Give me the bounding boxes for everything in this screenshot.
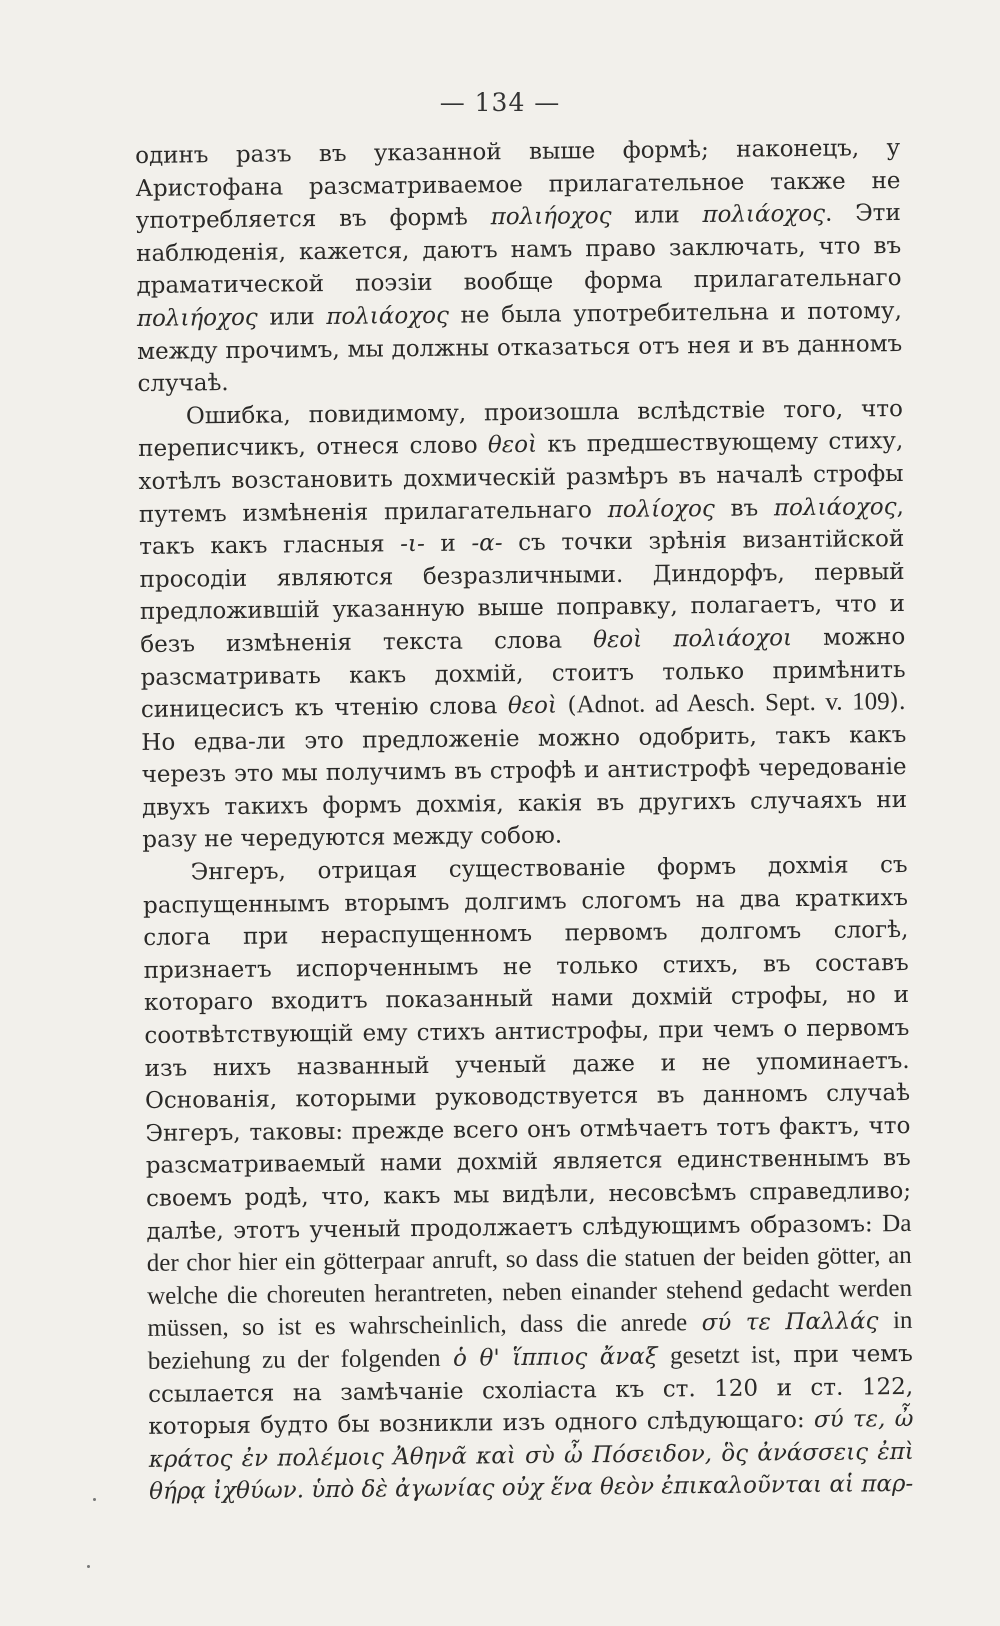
body-text-run	[657, 1343, 670, 1369]
paper-speck	[87, 1565, 90, 1568]
body-text-run: при чемъ ссылается на замѣчаніе схоліаста къ ст. 120 и ст. 122, которыя будто бы возникли изъ одного слѣдующаго:	[148, 1340, 914, 1441]
body-text-run: ). Но едва-ли это предложеніе можно одобрить, такъ какъ черезъ это мы получимъ въ строфѣ и антистрофѣ чередованіе двухъ такихъ формъ дохмія, какія въ другихъ случаяхъ ни разу не чередуются между собою.	[141, 689, 908, 854]
paragraph-1	[135, 132, 903, 401]
latin-text: gesetzt ist,	[669, 1341, 782, 1370]
paper-speck	[93, 1498, 96, 1501]
body-text-run: и	[424, 530, 472, 558]
paragraph-3	[143, 849, 915, 1509]
latin-text: Adnot. ad Aesch. Sept. v. 109	[576, 688, 890, 719]
greek-term: σύ τε Παλλάς	[701, 1308, 879, 1337]
body-text-run: или	[257, 303, 327, 331]
greek-term: πολιάοχος	[702, 200, 826, 229]
greek-term: πολιήοχος	[490, 203, 612, 231]
latin-text: in beziehung zu der folgenden	[147, 1307, 913, 1375]
greek-term: θεοὶ πολιάοχοι	[593, 625, 793, 654]
latin-text: Da der chor hier ein götterpaar anruft, so dass die statuen der beiden götter, an welche die choreuten herantreten, neben einander stehend gedacht werden müssen, so ist es wahrscheinlich, dass die anrede	[146, 1209, 913, 1343]
body-text-run: къ предшествующему стиху, хотѣлъ возстановить дохмическій размѣръ въ началѣ строфы путемъ измѣненія прилагательнаго	[138, 428, 904, 528]
body-text-run: можно разсматривать какъ дохмій, стоитъ только примѣнить синицесисъ къ чтенію слова	[140, 623, 906, 724]
body-text-run	[687, 1311, 702, 1337]
greek-term: θεοὶ	[507, 692, 558, 720]
body-text-run	[440, 1346, 453, 1372]
body-text-run: (	[556, 692, 577, 719]
body-text	[135, 132, 914, 1509]
body-text-run: одинъ разъ въ указанной выше формѣ; наконецъ, у Аристофана разсматриваемое прилагательное также не употребляется въ формѣ	[135, 134, 901, 235]
body-text-run: въ	[714, 494, 775, 522]
body-text-run: не была употребительна и потому, между прочимъ, мы должны отказаться отъ нея и въ данномъ случаѣ.	[137, 297, 903, 398]
body-text-run: съ точки зрѣнія византійской просодіи являются безразличными. Диндорфъ, первый предложившій указанную выше поправку, полагаетъ, что и безъ измѣненія текста слова	[139, 526, 906, 658]
greek-term: πολιήοχος	[136, 304, 258, 332]
body-text-run: , такъ какъ гласныя	[139, 493, 905, 561]
greek-term: πολιάοχος	[773, 493, 897, 521]
body-text-run: . Эти наблюденія, кажется, даютъ намъ право заключать, что въ драматической поэзіи вообще форма прилагательнаго	[136, 200, 902, 300]
body-text-run: Ошибка, повидимому, произошла вслѣдствіе того, что переписчикъ, отнеся слово	[138, 395, 903, 463]
greek-term: ὁ θ' ἵππιος ἄναξ	[452, 1343, 658, 1372]
greek-term: -α-	[471, 530, 503, 557]
greek-term: σύ τε, ὦ κράτος ἐν πολέμοις Ἀθηνᾶ καὶ σὺ ὦ Πόσειδον, ὃς ἀνάσσεις ἐπὶ θήρᾳ ἰχθύων. ὑπὸ δὲ ἀγωνίας οὐχ ἕνα θεὸν ἐπικαλοῦνται αἱ παρ-	[148, 1406, 914, 1506]
greek-term: πολιάοχος	[326, 302, 450, 330]
greek-term: -ι-	[400, 531, 425, 558]
greek-term: πολίοχος	[607, 495, 715, 523]
greek-term: θεοὶ	[487, 432, 538, 459]
body-text-run: или	[611, 202, 703, 230]
body-text-run	[878, 1309, 893, 1335]
body-text-run: Энгеръ, отрицая существованіе формъ дохмія съ распущеннымъ вторымъ долгимъ слогомъ на два краткихъ слога при нераспущенномъ первомъ долгомъ слогѣ, признаетъ испорченнымъ не только стихъ, въ составъ котораго входитъ показанный нами дохмій строфы, но и соотвѣтствующій ему стихъ антистрофы, при чемъ о первомъ изъ нихъ названный ученый даже и не упоминаетъ. Основанія, которыми руководствуется въ данномъ случаѣ Энгеръ, таковы: прежде всего онъ отмѣчаетъ тотъ фактъ, что разсматриваемый нами дохмій является единственнымъ въ своемъ родѣ, что, какъ мы видѣли, несовсѣмъ справедливо; далѣе, этотъ ученый продолжаетъ слѣдующимъ образомъ:	[142, 852, 912, 1245]
paragraph-2	[138, 393, 908, 857]
page-number: — 134 —	[439, 88, 561, 117]
